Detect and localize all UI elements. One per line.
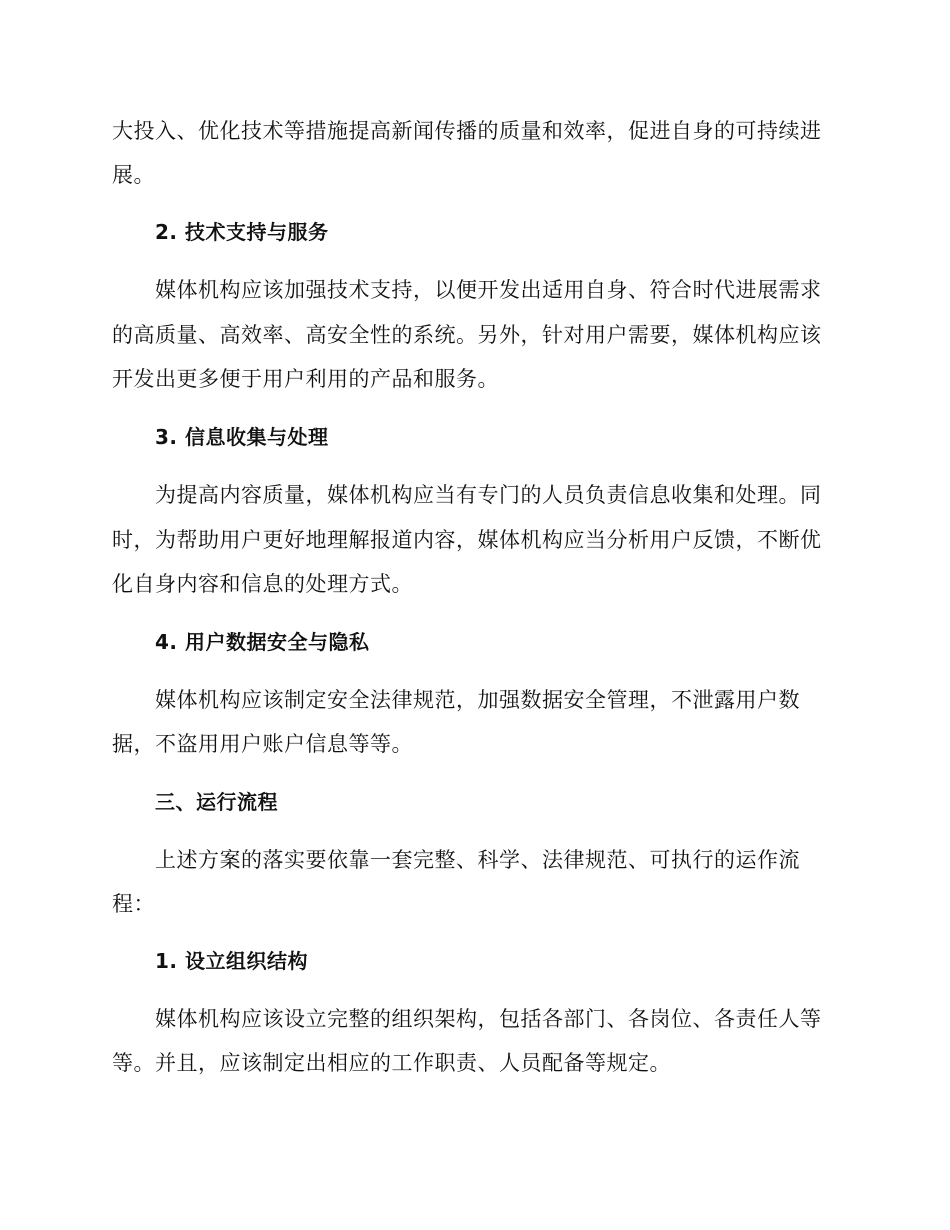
body-text-line: 据，不盗用用户账户信息等等。	[112, 732, 413, 756]
body-text-line: 媒体机构应该加强技术支持，以便开发出适用自身、符合时代进展需求	[155, 278, 822, 302]
body-text-line: 展。	[112, 163, 155, 187]
body-text-line: 为提高内容质量，媒体机构应当有专门的人员负责信息收集和处理。同	[155, 483, 822, 507]
section-heading: 2. 技术支持与服务	[155, 220, 329, 244]
body-text-line: 媒体机构应该设立完整的组织架构，包括各部门、各岗位、各责任人等	[155, 1007, 822, 1031]
body-text-line: 化自身内容和信息的处理方式。	[112, 572, 413, 596]
body-text-line: 媒体机构应该制定安全法律规范，加强数据安全管理，不泄露用户数	[155, 688, 800, 712]
body-text-line: 上述方案的落实要依靠一套完整、科学、法律规范、可执行的运作流	[155, 848, 800, 872]
body-text-line: 程：	[112, 892, 155, 916]
body-text-line: 大投入、优化技术等措施提高新闻传播的质量和效率，促进自身的可持续进	[112, 119, 822, 143]
section-heading: 1. 设立组织结构	[155, 949, 308, 973]
body-text-line: 的高质量、高效率、高安全性的系统。另外，针对用户需要，媒体机构应该	[112, 323, 822, 347]
body-text-line: 开发出更多便于用户利用的产品和服务。	[112, 367, 499, 391]
section-heading: 4. 用户数据安全与隐私	[155, 630, 370, 654]
chapter-heading: 三、运行流程	[155, 790, 278, 814]
body-text-line: 等。并且，应该制定出相应的工作职责、人员配备等规定。	[112, 1051, 671, 1075]
section-heading: 3. 信息收集与处理	[155, 425, 329, 449]
body-text-line: 时，为帮助用户更好地理解报道内容，媒体机构应当分析用户反馈，不断优	[112, 528, 822, 552]
